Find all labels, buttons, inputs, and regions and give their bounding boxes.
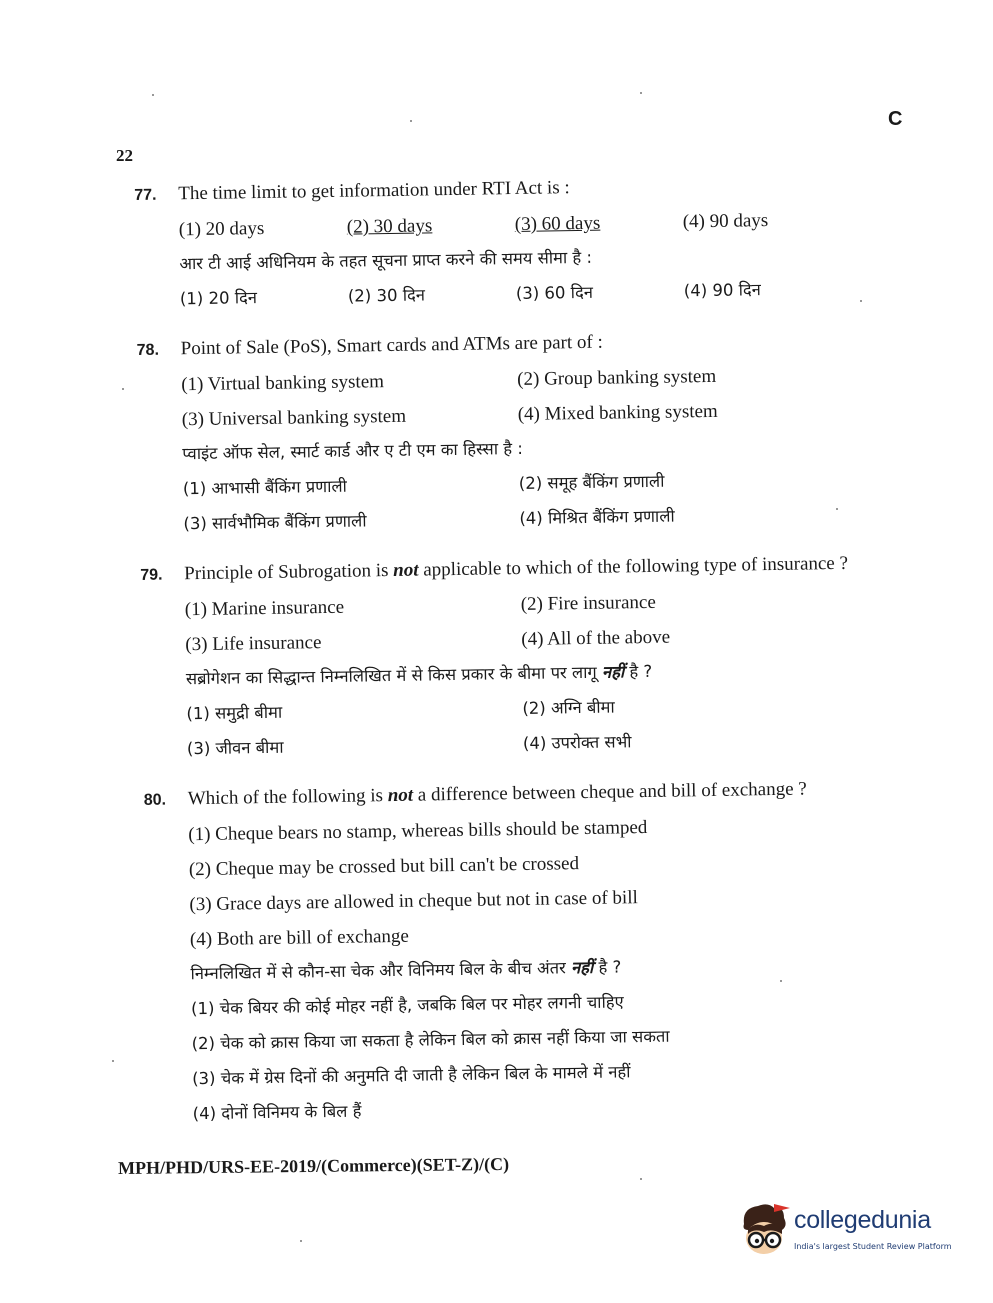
options-en: [144, 806, 916, 958]
option-4-en: (4) Mixed banking system: [517, 400, 718, 425]
question-text-en: Which of the following is not a difference between cheque and bill of exchange ?: [187, 778, 807, 810]
option-4-en: (4) Both are bill of exchange: [189, 925, 410, 951]
option-4-hi: (4) दोनों विनिमय के बिल हैं: [192, 1101, 362, 1124]
emphasis-nahi: नहीं: [570, 957, 594, 978]
options-en: [141, 581, 912, 663]
question-number: 77.: [134, 186, 157, 204]
option-2-en: (2) Fire insurance: [520, 591, 656, 615]
emphasis-not: not: [387, 784, 414, 807]
options-hi: [147, 980, 919, 1132]
option-1-en: (1) 20 days: [178, 217, 265, 241]
option-1-en: (1) Marine insurance: [184, 596, 345, 621]
options-en: [137, 356, 908, 438]
option-3-hi: (3) 60 दिन: [515, 282, 594, 304]
question-text-en: Point of Sale (PoS), Smart cards and ATMs are part of :: [180, 331, 603, 360]
question-77: [134, 166, 906, 317]
question-text-hi: आर टी आई अधिनियम के तहत सूचना प्राप्त करने की समय सीमा है :: [179, 247, 593, 274]
question-text-en: The time limit to get information under RTI Act is :: [178, 177, 570, 205]
option-2-hi: (2) चेक को क्रास किया जा सकता है लेकिन बिल को क्रास नहीं किया जा सकता: [191, 1026, 670, 1054]
set-letter: C: [888, 108, 903, 130]
emphasis-not: not: [393, 559, 419, 581]
option-1-en: (1) Virtual banking system: [181, 371, 385, 396]
option-4-hi: (4) उपरोक्त सभी: [522, 732, 632, 753]
emphasis-nahi: नहीं: [601, 662, 625, 682]
question-number: 80.: [143, 791, 167, 809]
option-1-hi: (1) आभासी बैंकिंग प्रणाली: [182, 476, 348, 499]
option-2-en: (2) Cheque may be crossed but bill can't be crossed: [188, 853, 580, 881]
option-3-hi: (3) जीवन बीमा: [186, 737, 284, 759]
brand-tagline: India's largest Student Review Platform: [794, 1242, 952, 1251]
collegedunia-logo: [734, 1200, 964, 1260]
question-text-hi: निम्नलिखित में से कौन-सा चेक और विनिमय बिल के बीच अंतर नहीं है ?: [190, 957, 622, 984]
question-number: 78.: [136, 341, 160, 359]
option-1-hi: (1) चेक बियर की कोई मोहर नहीं है, जबकि बिल पर मोहर लगनी चाहिए: [190, 992, 624, 1019]
question-78: [136, 321, 909, 542]
option-2-hi: (2) 30 दिन: [347, 285, 426, 306]
option-3-en: (3) Grace days are allowed in cheque but not in case of bill: [189, 887, 638, 916]
question-list: [134, 166, 919, 1148]
option-2-hi: (2) समूह बैंकिंग प्रणाली: [518, 471, 665, 493]
option-3-en: (3) 60 days: [514, 212, 601, 236]
paper-code: MPH/PHD/URS-EE-2019/(Commerce)(SET-Z)/(C): [118, 1153, 510, 1178]
options-hi: [142, 685, 913, 767]
brand-name: collegedunia: [794, 1206, 931, 1234]
option-3-hi: (3) चेक में ग्रेस दिनों की अनुमति दी जाती है लेकिन बिल के मामले में नहीं: [192, 1062, 631, 1089]
option-2-hi: (2) अग्नि बीमा: [522, 697, 615, 718]
option-1-hi: (1) 20 दिन: [179, 288, 258, 309]
page-number: 22: [116, 146, 133, 165]
option-1-en: (1) Cheque bears no stamp, whereas bills should be stamped: [188, 817, 648, 846]
mascot-icon: [734, 1200, 794, 1260]
question-79: [140, 546, 913, 767]
option-1-hi: (1) समुद्री बीमा: [186, 702, 283, 724]
question-number: 79.: [140, 566, 163, 584]
option-3-en: (3) Universal banking system: [181, 405, 407, 431]
option-3-hi: (3) सार्वभौमिक बैंकिंग प्रणाली: [183, 511, 367, 534]
option-4-hi: (4) 90 दिन: [683, 280, 762, 301]
option-3-en: (3) Life insurance: [185, 632, 322, 656]
option-4-hi: (4) मिश्रित बैंकिंग प्रणाली: [519, 506, 675, 528]
question-text-hi: प्वाइंट ऑफ सेल, स्मार्ट कार्ड और ए टी एम का हिस्सा है :: [182, 438, 523, 464]
question-text-hi: सब्रोगेशन का सिद्धान्त निम्नलिखित में से किस प्रकार के बीमा पर लागू नहीं है ?: [185, 661, 653, 689]
option-4-en: (4) All of the above: [521, 626, 671, 650]
option-2-en: (2) Group banking system: [517, 365, 717, 391]
question-80: [144, 771, 919, 1132]
options-hi: [139, 460, 910, 542]
option-2-en: (2) 30 days: [346, 215, 433, 238]
option-4-en: (4) 90 days: [682, 210, 769, 233]
question-text-en: Principle of Subrogation is not applicable to which of the following type of insurance ?: [184, 552, 849, 585]
